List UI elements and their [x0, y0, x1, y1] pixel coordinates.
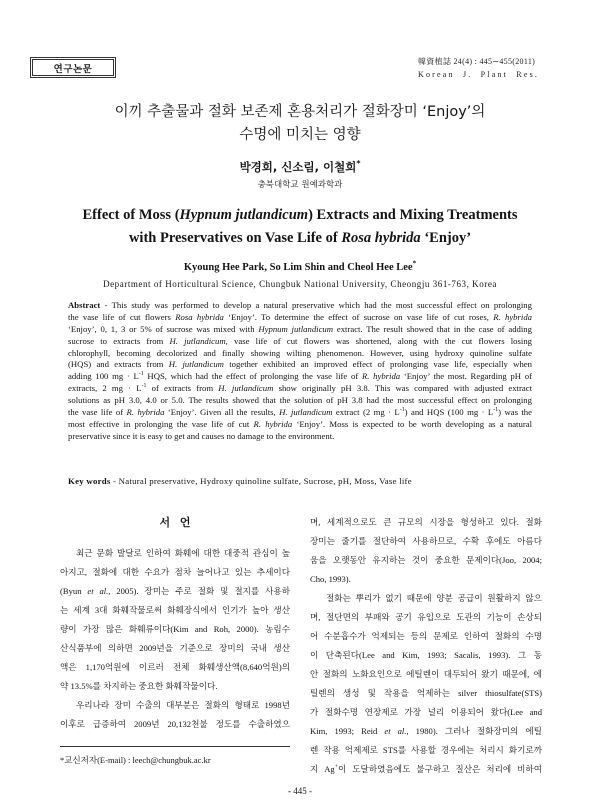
body-line [310, 570, 542, 589]
text-run: ) and HQS (100 mg · L [404, 407, 494, 418]
text-run: 약 13.5%를 차지하는 중요한 화훼작물이다. [60, 681, 218, 691]
body-line [60, 639, 290, 658]
text-run: ‘Enjoy’ the most. Regarding pH of [400, 371, 532, 382]
text-run: 이 단축된다(Lee and Kim, 1993; Sacalis, 1993). 그 동 [310, 650, 542, 660]
footnote-rule [60, 746, 290, 747]
journal-citation: 韓資植誌 24(4) : 445∼455(2011) [418, 57, 536, 66]
body-line [310, 513, 542, 532]
abstract-line [68, 359, 532, 371]
italic-text: R. hybrida [126, 407, 165, 418]
page-number: - 445 - [288, 786, 312, 796]
text-run: extracts, 2 mg · L [68, 383, 142, 394]
text-run: 장미는 줄기를 절단하여 사용하므로, 수확 후에도 아름다 [310, 536, 542, 546]
italic-text: H. jutlandicum [168, 359, 224, 370]
text-run: , 1980). 그러나 절화장미의 에틸 [406, 726, 542, 736]
text-run: 움을 오랫동안 유지하는 것이 중요한 문제이다(Joo, 2004; [310, 555, 542, 565]
text-run: 우리나라 장미 수출의 대부분은 절화의 형태로 1998년 [76, 700, 290, 710]
text-run: 는 세계 3대 화훼작물로써 화훼장식에서 인기가 높아 생산 [60, 605, 290, 615]
abstract [68, 300, 532, 443]
superscript: -1 [141, 383, 147, 390]
text-run: 틸렌의 생성 및 작용을 억제하는 silver thiosulfate(STS) [310, 688, 542, 698]
text-run: 아지고, 절화에 대한 수요가 점차 늘어나고 있는 추세이다 [60, 567, 290, 577]
text-run: 최근 문화 발달로 인하여 화훼에 대한 대중적 관심이 높 [76, 548, 290, 558]
text-run: , vase life of cut flowers was shortened, along with the cut flowers losing [225, 335, 533, 346]
section-heading-introduction: 서 언 [159, 516, 191, 529]
text-run: - This study was performed to develop a natural preservative which had the most successful effect on prolonging [100, 300, 532, 310]
text-run: Effect of Moss ( [82, 207, 180, 223]
text-run: 액은 1,170억원에 이르러 전체 화훼생산액(8,640억원)의 [60, 662, 290, 672]
text-run: 이 도달하였음에도 불구하고 질산은 처리에 비하여 [338, 764, 543, 774]
affiliation-en: Department of Horticultural Science, Chungbuk National University, Cheongju 361-763, Korea [103, 279, 497, 289]
superscript: -1 [493, 407, 499, 414]
text-run: most effective in prolonging the vase life of cut [68, 418, 254, 429]
body-line [60, 620, 290, 639]
text-run: (HQS) and extracts from [68, 359, 169, 370]
article-type-text: 연구논문 [53, 63, 93, 75]
body-line [60, 601, 290, 620]
authors-en [0, 260, 600, 276]
text-run: ) Extracts and Mixing Treatments [308, 207, 518, 223]
text-run: sucrose to extracts from [68, 335, 170, 346]
text-run: with Preservatives on Vase Life of [128, 230, 342, 246]
body-line [310, 665, 542, 684]
text-run: chlorophyll, becoming decolorized and finally showing wilting phenomenon. However, using hydroxy quinoline sulfate [68, 347, 532, 358]
body-line [60, 658, 290, 677]
italic-text: R. hybrida [361, 371, 401, 382]
text-run: Kim, 1993; Reid [310, 726, 385, 736]
text-run: solutions as pH 3.0, 4.0 or 5.0. The results showed that the solution of pH 3.8 had the most successful effect on prolonging [68, 395, 532, 406]
text-run: 렌 작용 억제제로 STS를 사용할 경우에는 처리시 화기로까 [310, 745, 542, 755]
body-line [310, 741, 542, 760]
text-run: 안 절화의 노화요인으로 에틸렌이 대두되어 왔기 때문에, 에 [310, 669, 542, 679]
abstract-line [68, 300, 532, 312]
body-line [310, 722, 542, 741]
text-run: the vase life of cut flowers [68, 311, 176, 322]
text-run: 어 수분흡수가 억제되는 등의 문제로 인하여 절화의 수명 [310, 631, 542, 641]
body-line [60, 582, 290, 601]
text-run: ‘Enjoy’. To determine the effect of sucrose on vase life of cut roses, [223, 311, 494, 322]
italic-text: H. jutlandicum [169, 335, 226, 346]
abstract-line [68, 431, 532, 443]
text-run: ) was the [498, 407, 532, 418]
text-run: extract. The result showed that in the case of adding [333, 323, 532, 334]
superscript: * [412, 259, 417, 268]
body-line [310, 684, 542, 703]
body-line [310, 703, 542, 722]
title-en-line [0, 204, 600, 226]
text-run: show originally pH 3.8. This was compared with adjusted extract [273, 383, 532, 394]
superscript: * [356, 159, 361, 169]
text-run: 지 Ag [310, 764, 335, 774]
text-run: the vase life of [68, 407, 127, 418]
authors-ko [0, 158, 600, 176]
abstract-line [68, 407, 532, 419]
bold-text: Key words [68, 476, 111, 486]
text-run: together exhibited an improved effect of prolonging vase life, especially when [223, 359, 532, 370]
text-run: , 2005). 장미는 주로 절화 및 절지를 사용하 [108, 586, 291, 596]
body-line [60, 544, 290, 563]
body-line [310, 608, 542, 627]
title-ko-line: 이끼 추출물과 절화 보존제 혼용처리가 절화장미 ‘Enjoy’의 [114, 104, 486, 120]
body-line [310, 551, 542, 570]
text-run: 산식품부에 의하면 2009년을 기준으로 장미의 국내 생산 [60, 643, 290, 653]
text-run: 며, 세계적으로도 큰 규모의 시장을 형성하고 있다. 절화 [310, 517, 542, 527]
text-run: HQS, which had the effect of prolonging the vase life of [143, 371, 362, 382]
text-run: extract (2 mg · L [332, 407, 400, 418]
body-line [310, 532, 542, 551]
body-line [60, 696, 290, 715]
italic-text: R. hybrida [493, 311, 533, 322]
article-type-label [30, 57, 116, 78]
text-run: 며, 절단면의 부패와 공기 유입으로 도관의 기능이 손상되 [310, 612, 542, 622]
text-run: Kyoung Hee Park, So Lim Shin and Cheol Hee Lee [183, 262, 413, 273]
text-run: (Byun [60, 586, 88, 596]
text-run: adding 100 mg · L [68, 371, 139, 382]
italic-text: Rosa hybrida [341, 230, 421, 246]
journal-name: Korean J. Plant Res. [418, 70, 540, 79]
abstract-line [68, 395, 532, 407]
body-line [310, 646, 542, 665]
body-line [60, 677, 290, 696]
text-run: 가 절화수명 연장제로 가장 널리 이용되어 왔다(Lee and [310, 707, 542, 717]
text-run: of extracts from [146, 383, 219, 394]
title-en-line [0, 227, 600, 249]
text-run: ‘Enjoy’, 0, 1, 3 or 5% of sucrose was mixed with [68, 323, 259, 334]
superscript: + [334, 764, 339, 771]
abstract-line [68, 348, 532, 360]
abstract-line [68, 371, 532, 383]
abstract-line [68, 312, 532, 324]
body-line [310, 589, 542, 608]
bold-text: Abstract [68, 300, 101, 310]
body-line [60, 715, 290, 734]
italic-text: et al. [384, 726, 407, 736]
abstract-line [68, 383, 532, 395]
body-line [310, 760, 542, 779]
affiliation-ko: 충북대학교 원예과학과 [257, 180, 343, 190]
corresponding-author-footnote: *교신저자(E-mail) : leech@chungbuk.ac.kr [60, 755, 211, 765]
italic-text: Hypnum jutlandicum [258, 323, 334, 334]
superscript: -1 [138, 371, 144, 378]
text-run: 절화는 뿌리가 없기 때문에 양분 공급이 원활하지 않으 [326, 593, 542, 603]
abstract-line [68, 324, 532, 336]
body-column-right [310, 513, 542, 779]
keywords-line [68, 475, 532, 487]
title-ko-line: 수명에 미치는 영향 [239, 127, 361, 143]
body-line [60, 563, 290, 582]
text-run: ‘Enjoy’. Moss is expected to be worth developing as a natural [292, 418, 532, 429]
italic-text: Rosa hybrida [175, 311, 224, 322]
italic-text: H. jutlandicum [218, 383, 274, 394]
text-run: - Natural preservative, Hydroxy quinoline sulfate, Sucrose, pH, Moss, Vase life [110, 476, 412, 486]
italic-text: et al. [87, 586, 109, 596]
italic-text: R. hybrida [253, 418, 293, 429]
text-run: 량이 가장 많은 화훼류이다(Kim and Roh, 2000). 농림수 [60, 624, 290, 634]
text-run: ‘Enjoy’. Given all the results, [164, 407, 280, 418]
body-column-left [60, 544, 290, 734]
text-run: preservative since it is easy to get and causes no damage to the environment. [68, 430, 335, 441]
text-run: 이후로 급증하여 2009년 20,132천불 정도를 수출하였으 [60, 719, 290, 729]
italic-text: H. jutlandicum [279, 407, 333, 418]
italic-text: Hypnum jutlandicum [179, 207, 309, 223]
abstract-line [68, 336, 532, 348]
abstract-line [68, 419, 532, 431]
text-run: ‘Enjoy’ [420, 230, 472, 246]
superscript: -1 [399, 407, 405, 414]
text-run: Cho, 1993). [310, 574, 351, 584]
body-line [310, 627, 542, 646]
text-run: 박경희, 신소림, 이철희 [239, 160, 357, 174]
